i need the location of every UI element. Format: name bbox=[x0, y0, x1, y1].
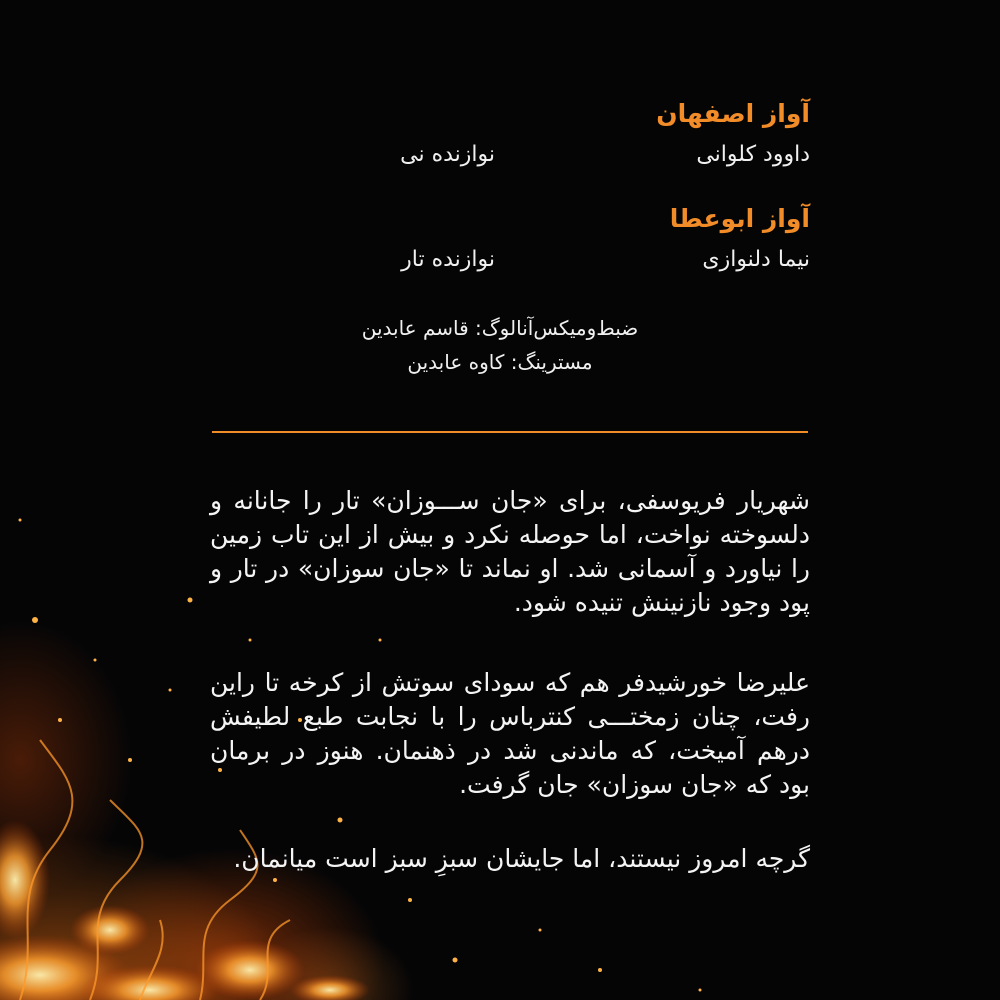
abuata-section-title: آواز ابوعطا bbox=[669, 204, 810, 233]
paragraph-3: گرچه امروز نیستند، اما جایشان سبزِ سبز است میانمان. bbox=[233, 844, 810, 873]
paragraph-1: شهریار فریوسفی، برای «جان ســـوزان» تار را جانانه و دلسوخته نواخت، اما حوصله نکرد و بیش از این تاب زمین را نیاورد و آسمانی شد. او نماند تا «جان سوزان» در تار و پود وجود نازنینش تنیده شود. bbox=[210, 486, 810, 617]
section-divider bbox=[212, 431, 808, 433]
isfahan-performer-role: نوازنده نی bbox=[400, 142, 495, 167]
paragraph-2: علیرضا خورشیدفر هم که سودای سوتش از کرخه تا راین رفت، چنان زمختـــی کنترباس را با نجابت طبع لطیفش درهم آمیخت، که ماندنی شد در ذهنمان. هنوز در برمان بود که «جان سوزان» جان گرفت. bbox=[210, 668, 810, 799]
isfahan-performer-name: داوود کلوانی bbox=[696, 142, 810, 167]
recording-credit: ضبط‌ومیکس‌آنالوگ: قاسم عابدین bbox=[361, 316, 639, 340]
isfahan-section-title: آواز اصفهان bbox=[656, 99, 810, 128]
abuata-performer-name: نیما دلنوازی bbox=[702, 247, 810, 272]
mastering-credit: مسترینگ: کاوه عابدین bbox=[407, 350, 593, 374]
abuata-performer-role: نوازنده تار bbox=[401, 247, 495, 272]
